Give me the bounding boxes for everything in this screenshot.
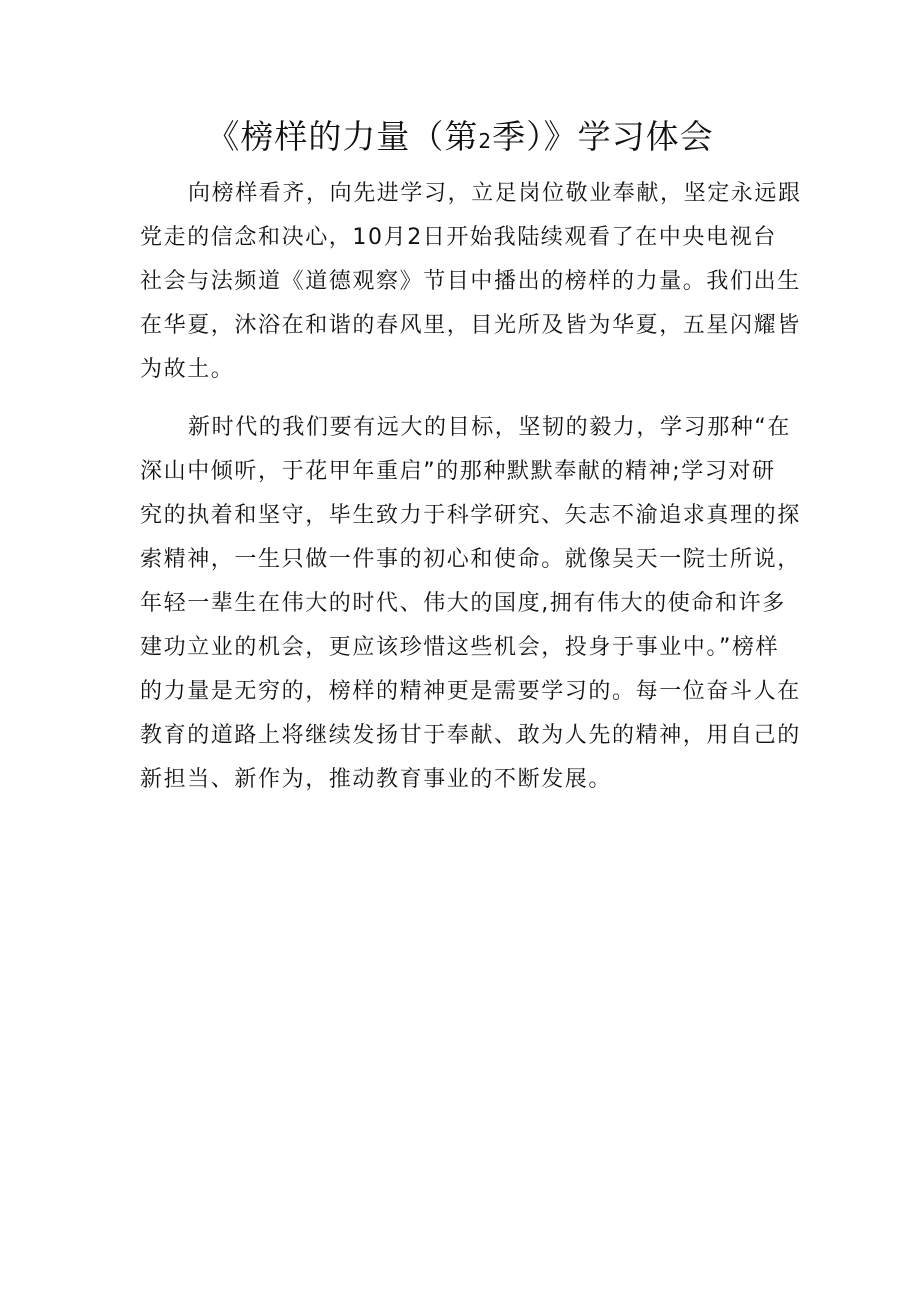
paragraph-2 [140, 406, 801, 802]
paragraph-line: 年轻一辈生在伟大的时代、伟大的国度,拥有伟大的使命和许多 [140, 591, 786, 616]
paragraph-line: 新时代的我们要有远大的目标，坚韧的毅力，学习那种“在 [188, 415, 791, 440]
paragraph-1 [140, 172, 802, 392]
paragraph-line: 党走的信念和决心，10月2日开始我陆续观看了在中央电视台 [140, 225, 777, 250]
paragraph-line: 为故土。 [140, 357, 235, 382]
document-body [140, 172, 802, 802]
paragraph-line: 究的执着和坚守，毕生致力于科学研究、矢志不渝追求真理的探 [140, 503, 801, 528]
title-prefix: 《榜样的力量（第 [206, 117, 479, 156]
title-season-number: 2 [478, 129, 493, 153]
paragraph-line: 社会与法频道《道德观察》节目中播出的榜样的力量。我们出生 [140, 269, 801, 294]
paragraph-gap [140, 392, 785, 406]
paragraph-line: 教育的道路上将继续发扬甘于奉献、敢为人先的精神，用自己的 [140, 723, 801, 748]
document-title [0, 112, 920, 166]
paragraph-line: 向榜样看齐，向先进学习，立足岗位敬业奉献，坚定永远跟 [188, 181, 802, 206]
paragraph-line: 深山中倾听，于花甲年重启”的那种默默奉献的精神;学习对研 [140, 459, 776, 484]
paragraph-line: 的力量是无穷的，榜样的精神更是需要学习的。每一位奋斗人在 [140, 679, 801, 704]
title-suffix: 季）》学习体会 [492, 117, 714, 156]
paragraph-line: 在华夏，沐浴在和谐的春风里，目光所及皆为华夏，五星闪耀皆 [140, 313, 801, 338]
paragraph-line: 索精神，一生只做一件事的初心和使命。就像吴天一院士所说， [140, 547, 801, 572]
paragraph-line: 新担当、新作为，推动教育事业的不断发展。 [140, 767, 613, 792]
paragraph-line: 建功立业的机会，更应该珍惜这些机会，投身于事业中。”榜样 [140, 635, 780, 660]
